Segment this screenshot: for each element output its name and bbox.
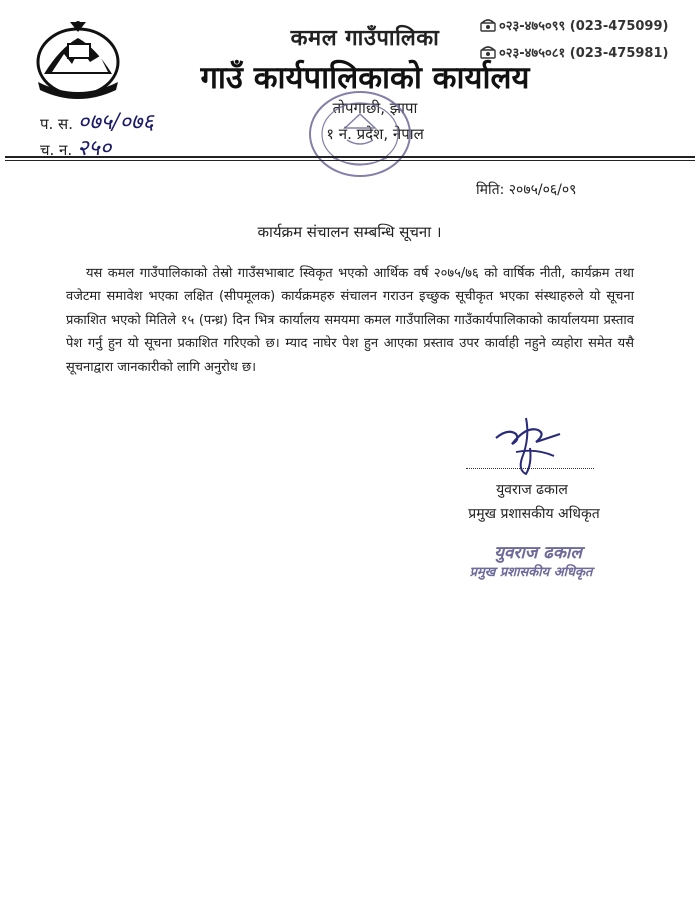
office-title: गाउँ कार्यपालिकाको कार्यालय xyxy=(200,60,530,96)
municipality-name: कमल गाउँपालिका xyxy=(290,26,440,51)
seal-title: प्रमुख प्रशासकीय अधिकृत xyxy=(469,565,593,580)
notice-subject: कार्यक्रम संचालन सम्बन्धि सूचना । xyxy=(257,223,442,241)
signer-title: प्रमुख प्रशासकीय अधिकृत xyxy=(468,506,600,522)
ref-cn-label: च. न. xyxy=(40,141,73,159)
signer-name: युवराज ढकाल xyxy=(496,482,568,498)
ref-ps-label: प. स. xyxy=(40,115,73,133)
notice-date: मिति: २०७५/०६/०९ xyxy=(476,182,577,198)
office-province: १ नं. प्रदेश, नेपाल xyxy=(326,125,424,143)
seal-name: युवराज ढकाल xyxy=(494,543,582,563)
nepal-emblem-icon xyxy=(30,18,126,100)
header-rule-thin xyxy=(5,160,695,161)
signature-line xyxy=(466,468,594,469)
notice-body: यस कमल गाउँपालिकाको तेस्रो गाउँसभाबाट स्विकृत भएको आर्थिक वर्ष २०७५/७६ को वार्षिक नीती, कार्यक्रम तथा वजेटमा समावेश भएका लक्षित (सीपमूलक) कार्यक्रमहरु संचालन गराउन इच्छुक सूचीकृत भएका संस्थाहरुले यो सूचना प्रकाशित भएको मितिले १५ (पन्ध्र) दिन भित्र कार्यालय समयमा कमल गाउँपालिका गाउँकार्यपालिकाको कार्यालयमा प्रस्ताव पेश गर्नु हुन यो सूचना प्रकाशित गरिएको छ। म्याद नाघेर पेश हुन आएका प्रस्ताव उपर कार्वाही नहुने व्यहोरा समेत यसै सूचनाद्वारा जानकारीको लागि अनुरोध छ। xyxy=(66,266,634,375)
ref-cn-value: २५० xyxy=(76,136,112,161)
phone-row xyxy=(480,14,690,36)
phone-number-1: ०२३-४७५०९९ (023-475099) xyxy=(499,19,669,34)
office-stamp-icon xyxy=(305,88,415,180)
ref-ps-value: ०७५/०७६ xyxy=(77,110,154,135)
header-rule xyxy=(5,156,695,158)
office-location: तोपगाछी, झापा xyxy=(332,99,418,117)
signature-icon xyxy=(486,408,572,480)
phone-number-2: ०२३-४७५०८१ (023-475981) xyxy=(499,46,669,61)
